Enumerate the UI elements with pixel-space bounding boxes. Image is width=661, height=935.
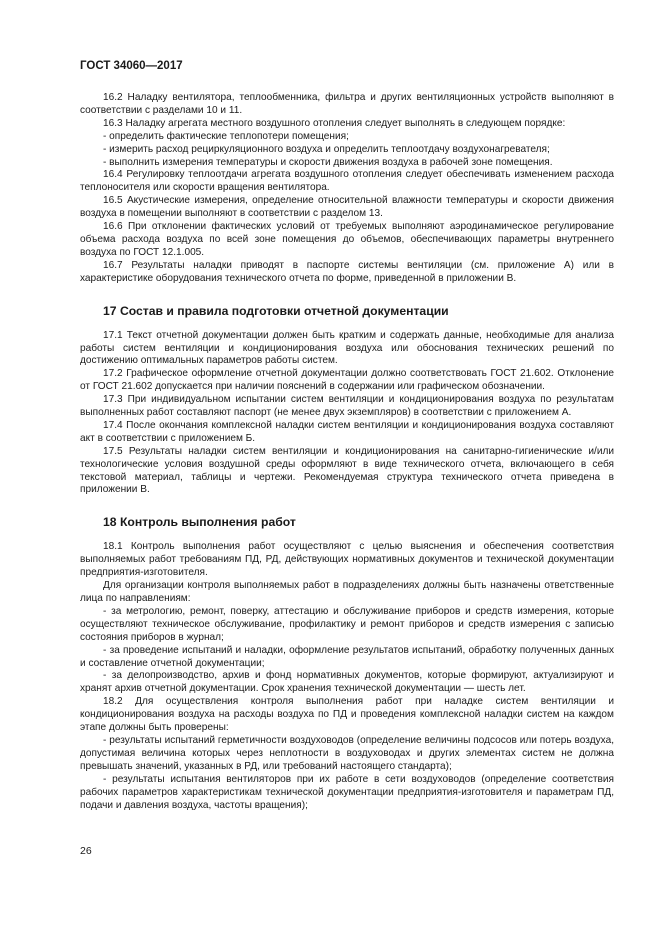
section-18-body (80, 541, 614, 812)
clause-16-4: 16.4 Регулировку теплоотдачи агрегата воздушного отопления следует обеспечивать изменением расхода теплоносителя или скорости вращения вентилятора. (80, 169, 614, 194)
responsible-persons-intro: Для организации контроля выполняемых работ в подразделениях должны быть назначены ответственные лица по направлениям: (80, 580, 614, 604)
section-17-body (80, 330, 614, 498)
list-item: - за делопроизводство, архив и фонд нормативных документов, которые формируют, актуализируют и хранят архив отчетной документации. Срок хранения технической документации — шесть лет. (80, 670, 614, 695)
clause-18-2: 18.2 Для осуществления контроля выполнения работ при наладке систем вентиляции и кондиционирования воздуха на расходы воздуха по ПД и проведения комплексной наладки систем на каждом этапе должны быть проверены: (80, 696, 614, 734)
standard-code: ГОСТ 34060—2017 (80, 60, 183, 72)
page-body (80, 92, 614, 812)
list-item: - измерить расход рециркуляционного воздуха и определить теплоотдачу воздухонагревателя; (103, 143, 550, 155)
page-number: 26 (80, 845, 92, 857)
clause-17-5: 17.5 Результаты наладки систем вентиляции и кондиционирования на санитарно-гигиенические и/или технологические условия воздушной среды оформляют в виде технического отчета, включающего в себя текстовой материал, таблицы и чертежи. Рекомендуемая структура технического отчета приведена в приложении В. (80, 445, 614, 496)
list-item: - определить фактические теплопотери помещения; (103, 130, 349, 142)
clause-17-1: 17.1 Текст отчетной документации должен быть кратким и содержать данные, необходимые для анализа работы систем вентиляции и кондиционирования воздуха или обоснования технических решений по достижению оптимальных параметров работы систем. (80, 329, 614, 367)
section-17-title: 17 Состав и правила подготовки отчетной документации (103, 303, 449, 318)
clause-16-3: 16.3 Наладку агрегата местного воздушного отопления следует выполнять в следующем порядке: (103, 117, 566, 129)
list-item: - за проведение испытаний и наладки, оформление результатов испытаний, обработку полученных данных и составление отчетной документации; (80, 644, 614, 669)
clause-17-4: 17.4 После окончания комплексной наладки систем вентиляции и кондиционирования воздуха составляют акт в соответствии с приложением Б. (80, 419, 614, 444)
list-item: - за метрологию, ремонт, поверку, аттестацию и обслуживание приборов и средств измерения, которые осуществляют техническое обслуживание, профилактику и ремонт приборов и средств измерения с записью состояния приборов в журнал; (80, 605, 614, 643)
list-item: - результаты испытаний герметичности воздуховодов (определение величины подсосов или потерь воздуха, допустимая величина которых через неплотности в воздуховодах и других элементах систем не должна превышать значений, указанных в РД, или требований настоящего стандарта); (80, 734, 614, 772)
clause-17-3: 17.3 При индивидуальном испытании систем вентиляции и кондиционирования воздуха по результатам выполненных работ составляют паспорт (не менее двух экземпляров) в соответствии с приложением А. (80, 394, 614, 419)
clause-16-5: 16.5 Акустические измерения, определение относительной влажности температуры и скорости движения воздуха в помещении выполняют в соответствии с разделом 13. (80, 195, 614, 220)
clause-18-1: 18.1 Контроль выполнения работ осуществляют с целью выяснения и обеспечения соответствия выполняемых работ требованиям ПД, РД, действующих нормативных документов и технической документации предприятия-изготовителя. (80, 541, 614, 579)
section-18-title: 18 Контроль выполнения работ (103, 515, 296, 530)
list-item: - результаты испытания вентиляторов при их работе в сети воздуховодов (определение соответствия рабочих параметров характеристикам технической документации предприятия-изготовителя и параметрам ПД, подачи и давления воздуха, частоты вращения); (80, 773, 614, 811)
list-item: - выполнить измерения температуры и скорости движения воздуха в рабочей зоне помещения. (103, 156, 553, 168)
clause-16-6: 16.6 При отклонении фактических условий от требуемых выполняют аэродинамическое регулирование объема расхода воздуха по всей зоне помещения до объемов, обеспечивающих параметры внутреннего воздуха по ГОСТ 12.1.005. (80, 221, 614, 258)
section-16-tail (80, 92, 614, 286)
clause-16-7: 16.7 Результаты наладки приводят в паспорте системы вентиляции (см. приложение А) или в характеристике оборудования технического отчета по форме, приведенной в приложении В. (80, 259, 614, 284)
clause-16-2: 16.2 Наладку вентилятора, теплообменника, фильтра и других вентиляционных устройств выполняют в соответствии с разделами 10 и 11. (80, 92, 614, 116)
clause-17-2: 17.2 Графическое оформление отчетной документации должно соответствовать ГОСТ 21.602. Отклонение от ГОСТ 21.602 допускается при наличии пояснений в содержании или графическом обозначении. (80, 368, 614, 393)
